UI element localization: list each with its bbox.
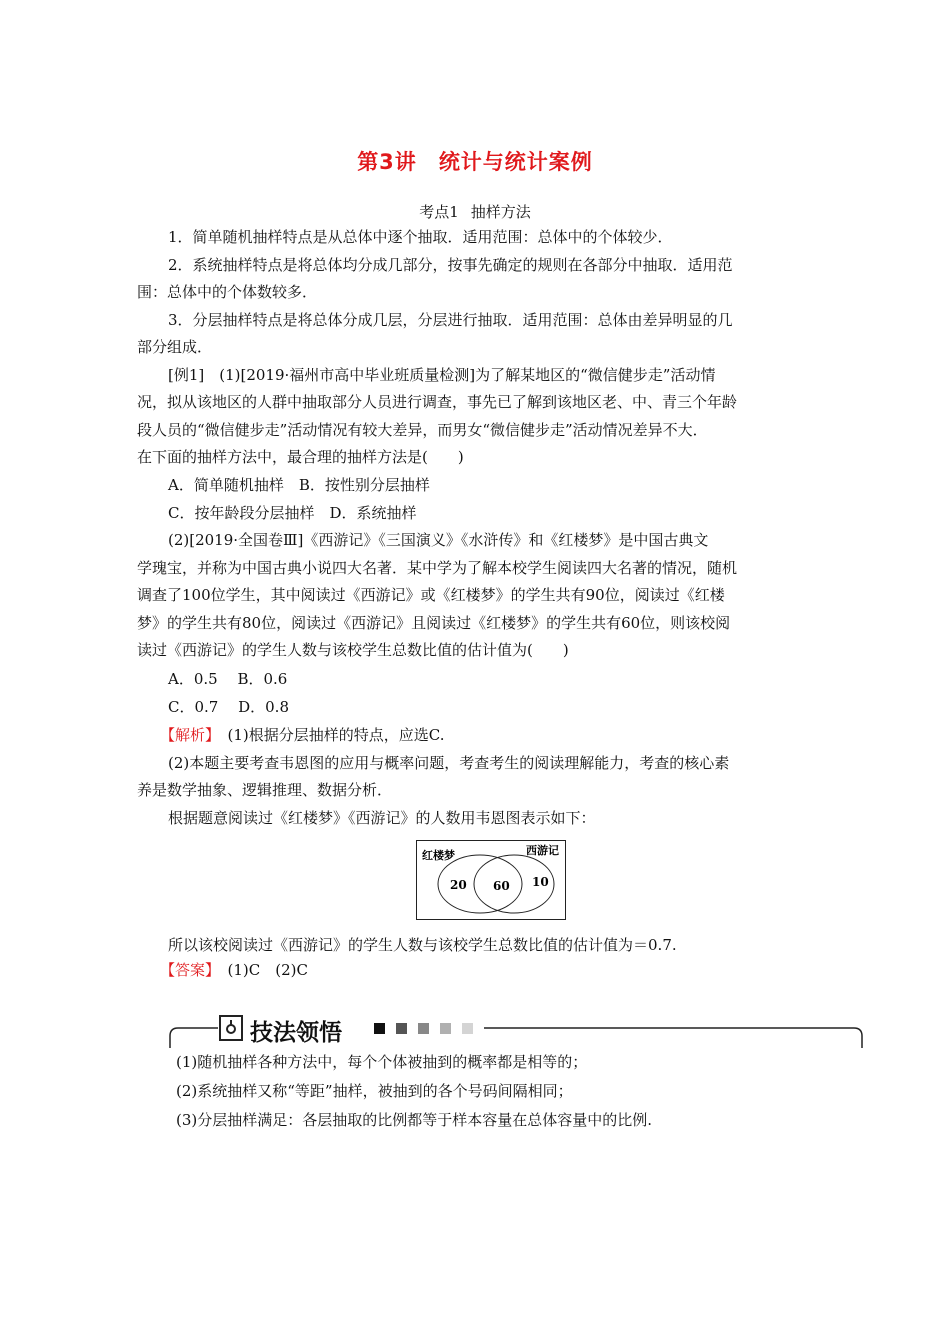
venn-right-label: 西游记 [526, 844, 559, 857]
technique-item: (3)分层抽样满足：各层抽取的比例都等于样本容量在总体容量中的比例. [176, 1111, 653, 1129]
solution-line: 养是数学抽象、逻辑推理、数据分析． [137, 781, 393, 799]
solution-label: 【解析】 [160, 726, 213, 744]
square-icon [396, 1023, 407, 1034]
example-line: (2)[2019·全国卷Ⅲ]《西游记》《三国演义》《水浒传》和《红楼梦》是中国古典文 [168, 531, 709, 549]
example-line: [例1] (1)[2019·福州市高中毕业班质量检测]为了解某地区的“微信健步走”活动情 [168, 366, 716, 384]
point-line: 2．系统抽样特点是将总体均分成几部分，按事先确定的规则在各部分中抽取．适用范 [168, 256, 733, 274]
lecture-number: 第3讲 [357, 150, 417, 174]
venn-left-label: 红楼梦 [422, 849, 455, 862]
square-icon [462, 1023, 473, 1034]
point-line: 部分组成． [137, 338, 213, 356]
example-line: 读过《西游记》的学生人数与该校学生总数比值的估计值为( ) [137, 641, 569, 659]
section-topic: 抽样方法 [470, 203, 531, 221]
point-line: 围：总体中的个体数较多． [137, 283, 318, 301]
lecture-topic: 统计与统计案例 [438, 150, 593, 174]
option-line: A．0.5 B．0.6 [168, 670, 288, 688]
answer-text: (1)C (2)C [212, 961, 308, 979]
solution-first-line [160, 725, 444, 745]
technique-item: (1)随机抽样各种方法中，每个个体被抽到的概率都是相等的； [176, 1053, 588, 1071]
example-line: 梦》的学生共有80位，阅读过《西游记》且阅读过《红楼梦》的学生共有60位，则该校阅 [137, 614, 731, 632]
solution-conclusion: 所以该校阅读过《西游记》的学生人数与该校学生总数比值的估计值为＝0.7. [168, 936, 677, 954]
technique-title: 技法领悟 [250, 1020, 342, 1046]
example-line: 况，拟从该地区的人群中抽取部分人员进行调查，事先已了解到该地区老、中、青三个年龄 [137, 393, 738, 411]
venn-diagram [416, 840, 566, 920]
bulb-icon [220, 1016, 242, 1040]
venn-right-only-value: 10 [532, 875, 549, 889]
square-icon [440, 1023, 451, 1034]
example-line: 在下面的抽样方法中，最合理的抽样方法是( ) [137, 448, 464, 466]
answer-line [160, 960, 308, 980]
section-heading [0, 201, 950, 222]
square-icon [418, 1023, 429, 1034]
option-line: C．按年龄段分层抽样 D．系统抽样 [168, 504, 417, 522]
option-line: A．简单随机抽样 B．按性别分层抽样 [168, 476, 430, 494]
venn-left-only-value: 20 [450, 878, 467, 892]
example-line: 调查了100位学生，其中阅读过《西游记》或《红楼梦》的学生共有90位，阅读过《红楼 [137, 586, 725, 604]
answer-label: 【答案】 [160, 961, 213, 979]
section-number: 考点1 [419, 203, 459, 221]
example-line: 段人员的“微信健步走”活动情况有较大差异，而男女“微信健步走”活动情况差异不大． [137, 421, 708, 439]
point-line: 3．分层抽样特点是将总体分成几层，分层进行抽取．适用范围：总体由差异明显的几 [168, 311, 733, 329]
solution-line: (2)本题主要考查韦恩图的应用与概率问题，考查考生的阅读理解能力，考查的核心素 [168, 754, 730, 772]
option-line: C．0.7 D．0.8 [168, 698, 289, 716]
venn-intersection-value: 60 [493, 879, 510, 893]
example-line: 学瑰宝，并称为中国古典小说四大名著．某中学为了解本校学生阅读四大名著的情况，随机 [137, 559, 738, 577]
solution-line: 根据题意阅读过《红楼梦》《西游记》的人数用韦恩图表示如下： [168, 809, 596, 827]
lecture-title [0, 146, 950, 176]
solution-text: (1)根据分层抽样的特点，应选C. [212, 726, 445, 744]
point-line: 1．简单随机抽样特点是从总体中逐个抽取．适用范围：总体中的个体较少． [168, 228, 673, 246]
square-icon [374, 1023, 385, 1034]
technique-item: (2)系统抽样又称“等距”抽样，被抽到的各个号码间隔相同； [176, 1082, 573, 1100]
